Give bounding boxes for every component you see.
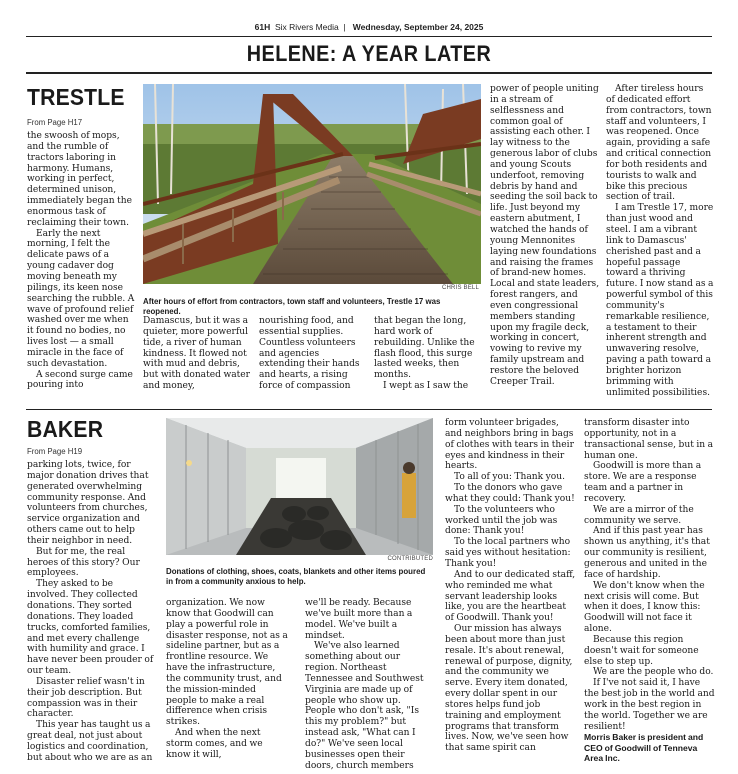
trestle-photo-caption: After hours of effort from contractors, town staff and volunteers, Trestle 17 was reopened. [143, 296, 441, 317]
paragraph: I wept as I saw the [383, 381, 469, 392]
paragraph: Damascus, but it was a quieter, more powerful tide, a river of human kindness. It flowed not with mud and debris, but with donated water and money, [143, 316, 251, 392]
paragraph: And if this past year has shown us anything, it's that our community is resilient, generous and united in the face of hardship. [584, 526, 710, 580]
trestle-column-1 [27, 131, 137, 391]
trestle-column-5 [490, 84, 600, 388]
publisher: Six Rivers Media [274, 22, 339, 32]
paragraph: we'll be ready. Because we've built more than a model. We've built a mindset. [305, 598, 413, 641]
baker-column-2 [166, 598, 288, 761]
paragraph: And to our dedicated staff, who reminded me what servant leadership looks like, you are the heartbeat of Goodwill. Thank you! [445, 569, 576, 624]
donations-photo [166, 418, 433, 555]
paragraph: We've also learned something about our region. Northeast Tennessee and Southwest Virginia are made up of people who show up. People who don't ask, "Is this my problem?" but instead ask, "What can I do?" We've seen local businesses open their doors, church members [305, 641, 424, 771]
issue-date: Wednesday, September 24, 2025 [352, 22, 484, 32]
paragraph: transform disaster into opportunity, not in a transactional sense, but in a human one. [584, 418, 714, 461]
paragraph: We don't know when the next crisis will come. But when it does, I know this: Goodwill will not face it alone. [584, 580, 705, 635]
trestle-headline: TRESTLE [27, 84, 125, 110]
author-bio: Morris Baker is president and CEO of Goodwill of Tenneva Area Inc. [584, 732, 704, 764]
trestle-column-4 [374, 316, 482, 392]
paragraph: parking lots, twice, for major donation drives that generated overwhelming community response. And volunteers from churches, service organization and others came out to help their neighbor in need. [27, 460, 149, 546]
paragraph: To the donors who gave what they could: Thank you! [445, 483, 575, 504]
story-divider [26, 409, 712, 410]
paragraph: I am Trestle 17, more than just wood and steel. I am a vibrant link to Damascus' cherished past and a hopeful passage toward a thriving future. I now stand as a powerful symbol of this community's remarkable resilience, a testament to their inherent strength and unwavering resolve, paving a path toward a brighter horizon brimming with unlimited possibilities. [606, 203, 714, 398]
trestle-column-2 [143, 316, 251, 392]
trestle-photo-credit: CHRIS BELL [441, 285, 479, 291]
paragraph: We are a mirror of the community we serve. [584, 504, 694, 526]
paragraph: the swoosh of mops, and the rumble of tractors laboring in harmony. Humans, working in perfect, determined unison, immediately began the enormous task of reclaiming their town. [27, 131, 132, 228]
paragraph: We are the people who do. [593, 667, 714, 678]
trestle-photo [143, 84, 481, 284]
baker-headline: BAKER [27, 416, 104, 442]
paragraph: This year has taught us a great deal, not just about logistics and coordination, but about who we are as an [27, 720, 153, 763]
folio-separator: | [343, 22, 346, 32]
donations-photo-credit: CONTRIBUTED [387, 556, 433, 562]
page-number: 61H [254, 22, 271, 32]
paragraph: A second surge came pouring into [27, 369, 133, 391]
paragraph: Disaster relief wasn't in their job description. But compassion was in their character. [27, 676, 145, 720]
paragraph: If I've not said it, I have the best job in the world and work in the best region in the world. Together we are resilient! [584, 678, 715, 732]
baker-column-5 [584, 418, 715, 764]
section-rule [26, 72, 712, 74]
paragraph: Our mission has always been about more than just resale. It's about renewal, renewal of purpose, dignity, and the community we serve. Every item donated, every dollar spent in our stores helps fund job training and employment programs that transform lives. Now, we've seen how that same spirit can [445, 624, 573, 754]
donations-photo-caption: Donations of clothing, shoes, coats, blankets and other items poured in from a community anxious to help. [166, 566, 426, 587]
paragraph: that began the long, hard work of rebuilding. Unlike the flash flood, this surge lasted weeks, then months. [374, 316, 475, 381]
page-folio [0, 22, 738, 32]
paragraph: To the local partners who said yes without hesitation: Thank you! [445, 537, 571, 569]
baker-column-1 [27, 460, 157, 764]
paragraph: Early the next morning, I felt the delicate paws of a young cadaver dog moving beneath my pilings, its keen nose searching the rubble. A wave of profound relief washed over me when it found no bodies, no lives lost — a small miracle in the face of such devastation. [27, 228, 135, 369]
section-title: HELENE: A YEAR LATER [246, 41, 492, 66]
paragraph: They asked to be involved. They collected donations. They sorted donations. They loaded trucks, comforted families, and met every challenge with humility and grace. I have never been prouder of our team. [27, 579, 154, 677]
baker-column-4 [445, 418, 576, 754]
baker-column-3 [305, 598, 433, 772]
paragraph: To all of you: Thank you. [454, 472, 565, 483]
paragraph: But for me, the real heroes of this story? Our employees. [27, 546, 140, 579]
paragraph: power of people uniting in a stream of selflessness and common goal of assisting each other. I lay witness to the generous labor of clubs and young Scouts underfoot, removing debris by hand and seeding the soil back to life. Just beyond my eastern abutment, I watched the hands of young Mennonites laying new foundations and raising the frames of brand-new homes. Local and state leaders, forest rangers, and even congressional members standing upon my fragile deck, working in concert, vowing to revive my family upstream and restore the beloved Creeper Trail. [490, 84, 600, 387]
paragraph: Goodwill is more than a store. We are a response team and a partner in recovery. [584, 461, 702, 504]
baker-jump-line: From Page H19 [27, 447, 83, 456]
paragraph: And when the next storm comes, and we know it will, [166, 728, 263, 760]
trestle-column-3 [259, 316, 367, 392]
paragraph: To the volunteers who worked until the job was done: Thank you! [445, 504, 558, 537]
paragraph: Because this region doesn't wait for someone else to step up. [584, 634, 699, 667]
trestle-column-6 [606, 84, 714, 398]
paragraph: organization. We now know that Goodwill can play a powerful role in disaster response, not as a sideline partner, but as a frontline resource. We have the infrastructure, the community trust, and the mission-minded people to make a real difference when crisis strikes. [166, 598, 288, 728]
paragraph: After tireless hours of dedicated effort from contractors, town staff and volunteers, I was reopened. Once again, providing a safe and critical connection for both residents and tourists to walk and bike this precious section of trail. [606, 84, 712, 203]
paragraph: form volunteer brigades, and neighbors bring in bags of clothes with tears in their eyes and kindness in their hearts. [445, 418, 574, 472]
paragraph: nourishing food, and essential supplies. Countless volunteers and agencies extending their hands and hearts, a rising force of compassion [259, 316, 360, 392]
trestle-jump-line: From Page H17 [27, 118, 83, 127]
header-rule [26, 36, 712, 37]
